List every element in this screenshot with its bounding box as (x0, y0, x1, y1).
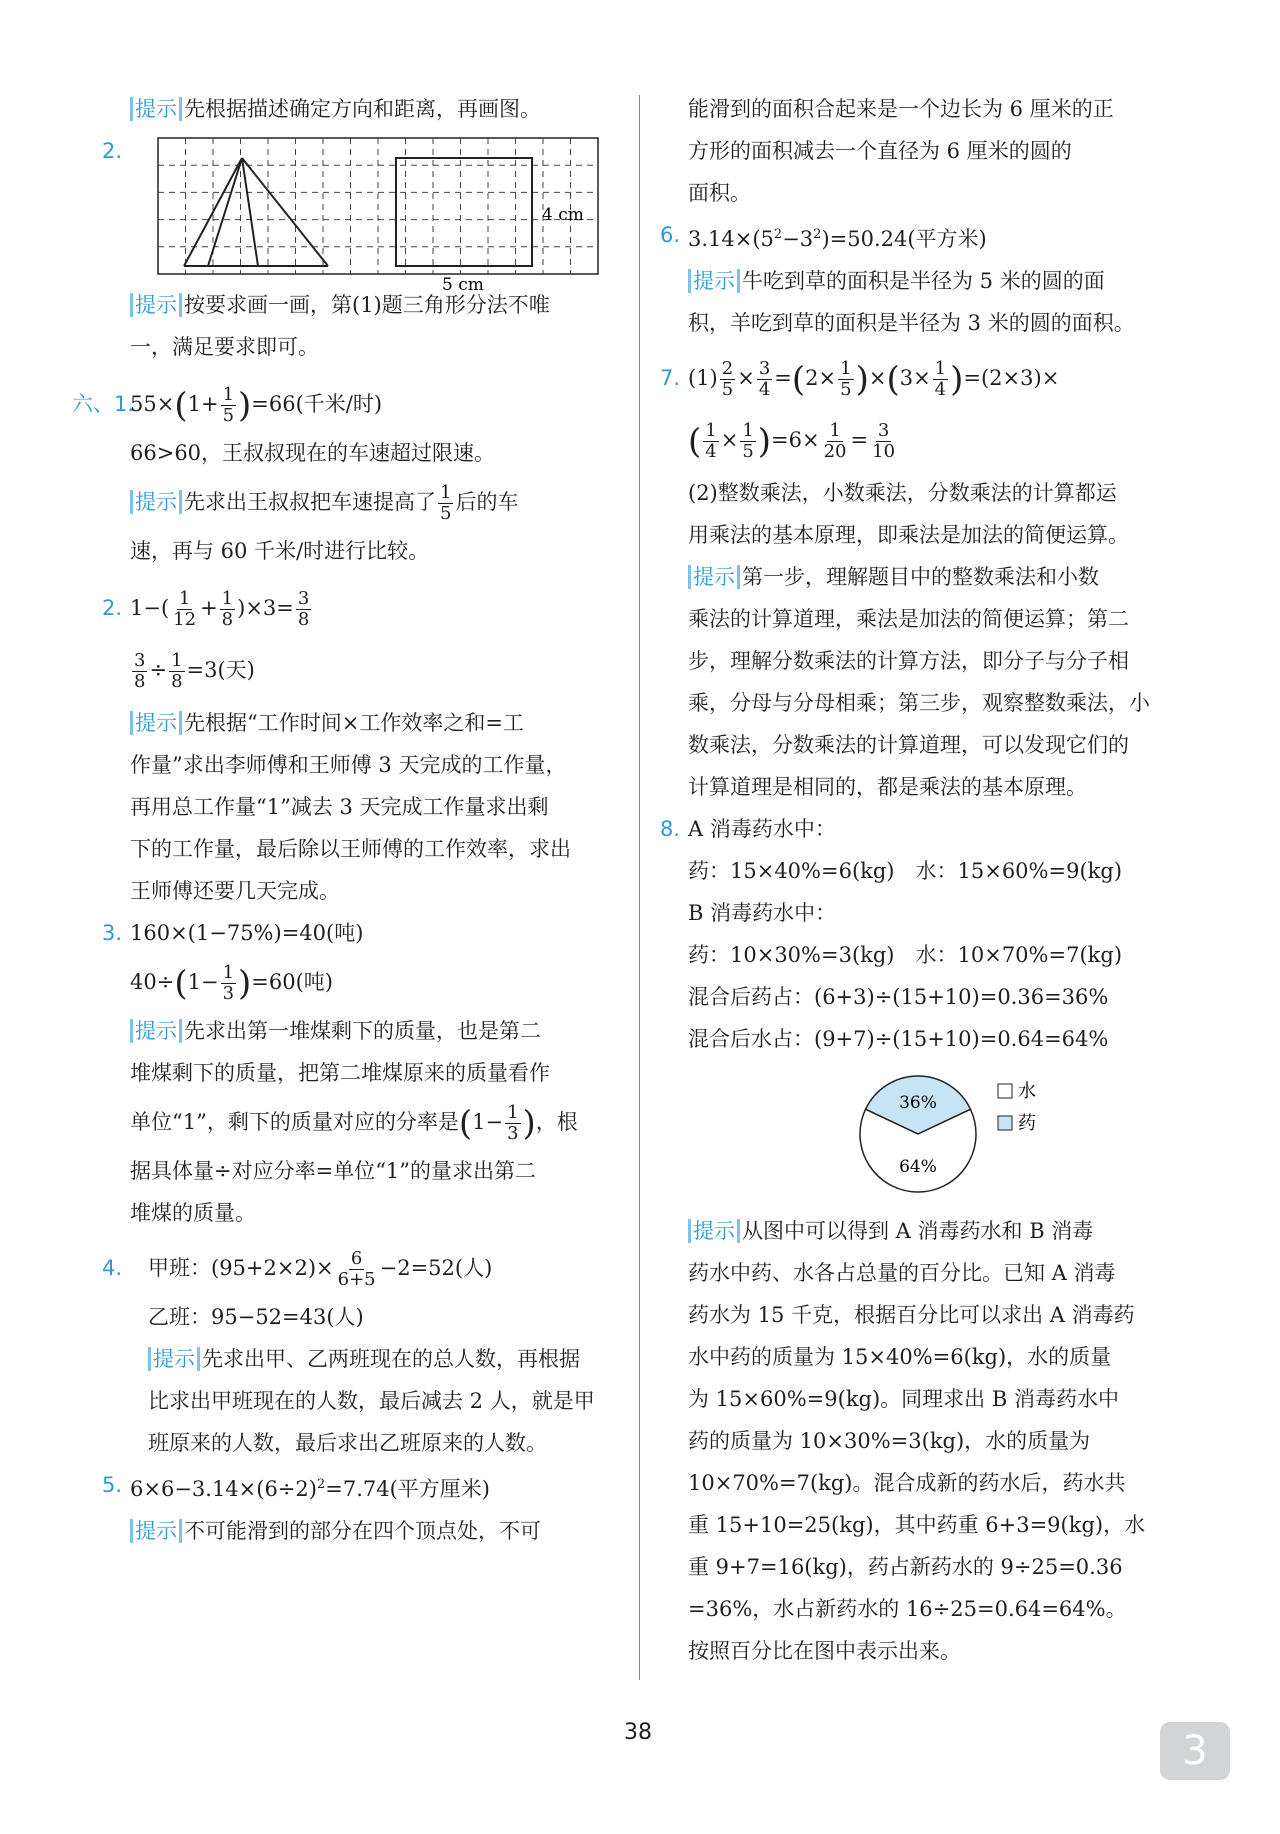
text-line: 10×70%=7(kg)。混合成新的药水后，药水共 (688, 1471, 1126, 1495)
text-line: 能滑到的面积合起来是一个边长为 6 厘米的正 (688, 97, 1114, 121)
height-label: 4 cm (542, 205, 584, 225)
pie-chart-area (688, 1060, 1200, 1210)
text-line: 一，满足要求即可。 (130, 335, 319, 359)
section-6-q1: 六、1. 55×(1+ $\frac{1}{5}$ )=66(千米/时) (130, 376, 630, 432)
equation-line: 40÷(1− $\frac{1}{3}$ )=60(吨) (130, 962, 333, 1004)
text-line: 药：15×40%=6(kg) 水：15×60%=9(kg) (688, 859, 1123, 883)
pie-slice-label: 36% (899, 1093, 937, 1114)
legend-label: 药 (1018, 1113, 1036, 1134)
text-line: 计算道理是相同的，都是乘法的基本原理。 (688, 775, 1087, 799)
pie-slice-label: 64% (899, 1156, 937, 1177)
hint-line: 提示 先根据“工作时间×工作效率之和=工 (130, 702, 630, 744)
text-line: =36%，水占新药水的 16÷25=0.64=64%。 (688, 1597, 1127, 1621)
hint-line: 提示 先求出第一堆煤剩下的质量，也是第二 (130, 1010, 630, 1052)
hint-line: 提示 牛吃到草的面积是半径为 5 米的圆的面 (688, 260, 1200, 302)
text-line: 王师傅还要几天完成。 (130, 879, 340, 903)
text-line: 步，理解分数乘法的计算方法，即分子与分子相 (688, 649, 1129, 673)
right-column (660, 88, 1200, 1672)
text-line: 为 15×60%=9(kg)。同理求出 B 消毒药水中 (688, 1387, 1119, 1411)
text-line: 药水中药、水各占总量的百分比。已知 A 消毒 (688, 1261, 1116, 1285)
left-column (72, 88, 630, 1552)
grid-drawing (150, 130, 610, 295)
column-divider (639, 95, 640, 1680)
text-line: 单位“1”，剩下的质量对应的分率是(1− $\frac{1}{3}$ )，根 (130, 1102, 578, 1144)
hint-line: 提示 先求出王叔叔把车速提高了 $\frac{1}{5}$ 后的车 (130, 474, 630, 530)
text-line: B 消毒药水中： (688, 901, 837, 925)
hint-line: 提示 先求出甲、乙两班现在的总人数，再根据 (130, 1338, 630, 1380)
text-line: (2)整数乘法，小数乘法，分数乘法的计算都运 (688, 481, 1117, 505)
page-number: 38 (624, 1720, 652, 1745)
chapter-tab: 3 (1160, 1722, 1230, 1780)
text-line: 据具体量÷对应分率=单位“1”的量求出第二 (130, 1159, 537, 1183)
width-label: 5 cm (442, 275, 484, 295)
text-line: 面积。 (688, 181, 751, 205)
triangle-figure (184, 158, 328, 266)
text-line: 水中药的质量为 15×40%=6(kg)，水的质量 (688, 1345, 1112, 1369)
text-line: 药的质量为 10×30%=3(kg)，水的质量为 (688, 1429, 1091, 1453)
hint-label: 提示 (130, 97, 182, 121)
text-line: 药：10×30%=3(kg) 水：10×70%=7(kg) (688, 943, 1123, 967)
hint-line: 提示 不可能滑到的部分在四个顶点处，不可 (130, 1510, 630, 1552)
question-4: 4. 甲班：(95+2×2)× $\frac{6}{6+5}$ −2=52(人) (102, 1248, 493, 1290)
equation-line: ( $\frac{1}{4}$ × $\frac{1}{5}$ )=6× $\frac{1}{20}$ = $\frac{3}{10}$ (688, 420, 896, 462)
rectangle-figure (396, 158, 532, 266)
question-2-figure (102, 130, 630, 295)
text-line: 乘法的计算道理，乘法是加法的简便运算；第二 (688, 607, 1129, 631)
question-8: 8. A 消毒药水中： (660, 817, 836, 841)
text-line: 重 9+7=16(kg)，药占新药水的 9÷25=0.36 (688, 1555, 1123, 1579)
text-line: 再用总工作量“1”减去 3 天完成工作量求出剩 (130, 795, 549, 819)
text-line: 堆煤剩下的质量，把第二堆煤原来的质量看作 (130, 1061, 550, 1085)
text-line: 堆煤的质量。 (130, 1201, 256, 1225)
text-line: 用乘法的基本原理，即乘法是加法的简便运算。 (688, 523, 1129, 547)
text-line: 作量”求出李师傅和王师傅 3 天完成的工作量， (130, 753, 567, 777)
text-line: 混合后水占：(9+7)÷(15+10)=0.64=64% (688, 1027, 1109, 1051)
fraction: $\frac{1}{5}$ (440, 482, 452, 524)
question-3: 3. 160×(1−75%)=40(吨) (102, 921, 364, 945)
equation-line: $\frac{3}{8}$ ÷ $\frac{1}{8}$ =3(天) (134, 650, 255, 692)
text-line: 班原来的人数，最后求出乙班原来的人数。 (148, 1431, 547, 1455)
pie-chart (848, 1064, 1168, 1214)
text-line: 重 15+10=25(kg)，其中药重 6+3=9(kg)，水 (688, 1513, 1146, 1537)
question-7: 7. (1) $\frac{2}{5}$ × $\frac{3}{4}$ =(2× $\frac{1}{5}$ )×(3× $\frac{1}{4}$ )=(2×3)× (660, 358, 1060, 400)
text-line: 积，羊吃到草的面积是半径为 3 米的圆的面积。 (688, 311, 1135, 335)
text-line: 混合后药占：(6+3)÷(15+10)=0.36=36% (688, 985, 1109, 1009)
question-2-equation: 2. 1−( $\frac{1}{12}$ + $\frac{1}{8}$ )×3= $\frac{3}{8}$ (102, 588, 310, 630)
text-line: 按照百分比在图中表示出来。 (688, 1639, 961, 1663)
question-number: 2. (102, 139, 123, 163)
text-line: 乘，分母与分母相乘；第三步，观察整数乘法，小 (688, 691, 1150, 715)
legend-swatch (998, 1084, 1012, 1098)
text-line: 药水为 15 千克，根据百分比可以求出 A 消毒药 (688, 1303, 1135, 1327)
question-6: 6. $3.14\times(5^2-3^2)=50.24$(平方米) (660, 223, 987, 251)
fraction: $\frac{1}{5}$ (222, 384, 235, 426)
legend-label: 水 (1018, 1081, 1036, 1102)
section-label: 六、1. (72, 392, 135, 416)
text-line: 66>60，王叔叔现在的车速超过限速。 (130, 441, 496, 465)
text-line: 数乘法，分数乘法的计算道理，可以发现它们的 (688, 733, 1129, 757)
text-line: 方形的面积减去一个直径为 6 厘米的圆的 (688, 139, 1072, 163)
text-line: 速，再与 60 千米/时进行比较。 (130, 539, 430, 563)
text-line: 下的工作量，最后除以王师傅的工作效率，求出 (130, 837, 571, 861)
legend-swatch (998, 1116, 1012, 1130)
text-line: 比求出甲班现在的人数，最后减去 2 人，就是甲 (148, 1389, 595, 1413)
hint-line: 提示 第一步，理解题目中的整数乘法和小数 (688, 556, 1200, 598)
hint-line: 提示 按要求画一画，第(1)题三角形分法不唯 (130, 284, 630, 326)
question-5: 5. $6\times 6-3.14\times(6\div 2)^2=7.74$(平方厘米) (102, 1473, 491, 1501)
text-line: 乙班：95−52=43(人) (148, 1305, 364, 1329)
hint-line: 提示 从图中可以得到 A 消毒药水和 B 消毒 (688, 1210, 1200, 1252)
hint-line: 提示 先根据描述确定方向和距离，再画图。 (130, 88, 630, 130)
